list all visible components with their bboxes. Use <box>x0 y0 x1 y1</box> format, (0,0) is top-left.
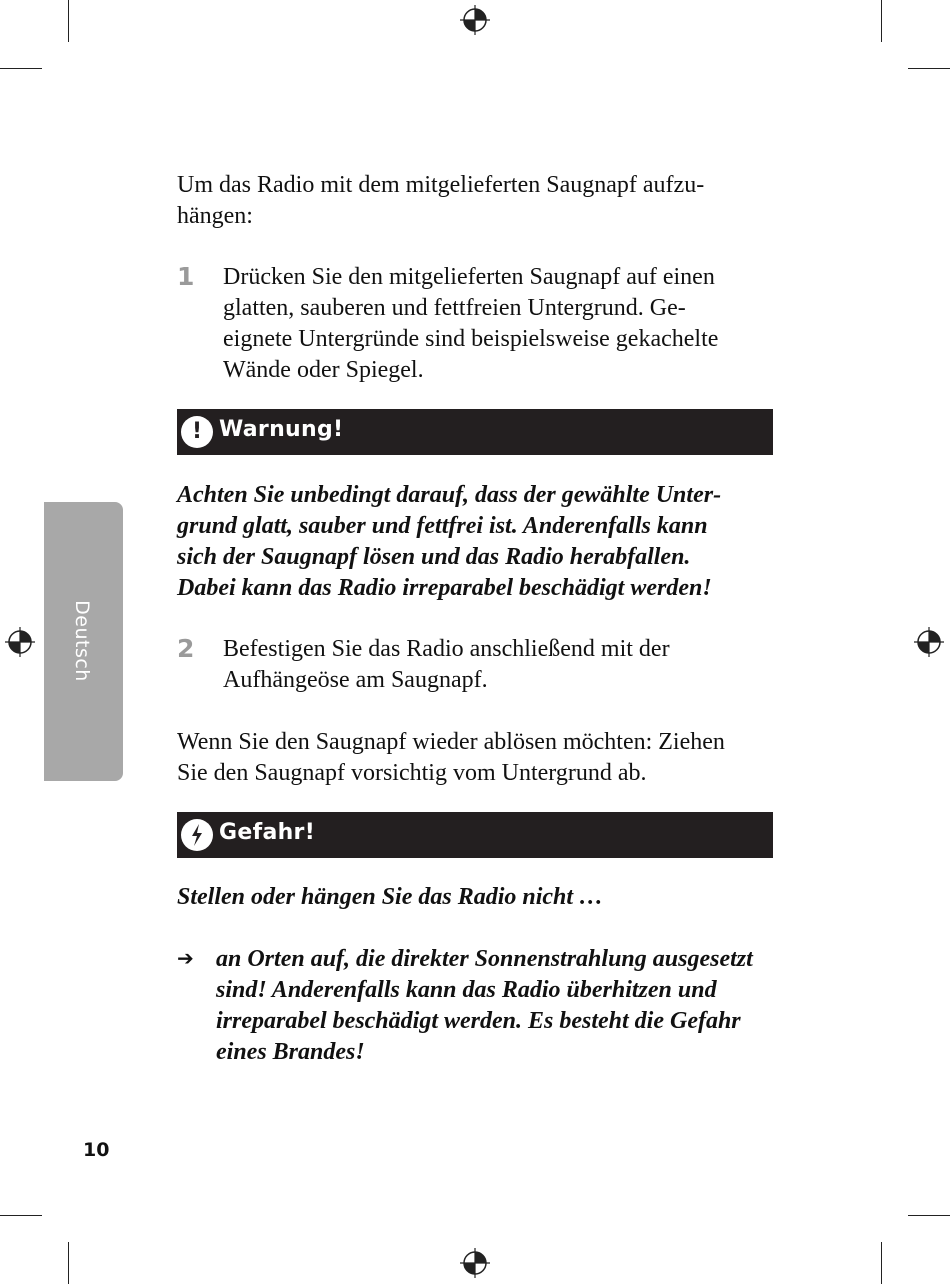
intro-paragraph: Um das Radio mit dem mitgelieferten Saugnapf aufzu- hängen: <box>177 172 705 229</box>
crop-mark <box>881 0 882 42</box>
lightning-icon <box>181 819 213 851</box>
crop-mark <box>0 1215 42 1216</box>
crop-mark <box>881 1242 882 1284</box>
danger-title: Gefahr! <box>219 820 316 845</box>
crop-mark <box>68 0 69 42</box>
danger-intro: Stellen oder hängen Sie das Radio nicht … <box>177 884 604 910</box>
step-number: 1 <box>177 262 195 291</box>
registration-mark-icon <box>460 1248 490 1278</box>
registration-mark-icon <box>5 627 35 657</box>
crop-mark <box>0 68 42 69</box>
crop-mark <box>908 1215 950 1216</box>
remove-paragraph: Wenn Sie den Saugnapf wieder ablösen möchten: Ziehen Sie den Saugnapf vorsichtig vom Untergrund ab. <box>177 729 725 786</box>
crop-mark <box>908 68 950 69</box>
step-number: 2 <box>177 634 195 663</box>
exclamation-icon: ! <box>181 416 213 448</box>
danger-banner <box>177 812 773 858</box>
step-text: Befestigen Sie das Radio anschließend mit der Aufhängeöse am Saugnapf. <box>223 636 670 693</box>
warning-title: Warnung! <box>219 417 344 442</box>
lightning-icon <box>181 819 213 851</box>
warning-text: Achten Sie unbedingt darauf, dass der gewählte Unter- grund glatt, sauber und fettfrei ist. Anderenfalls kann sich der Saugnapf lösen und das Radio herabfallen. Dabei kann das Radio irreparabel beschädigt werden! <box>177 482 722 601</box>
language-tab-label: Deutsch <box>71 600 93 682</box>
warning-banner <box>177 409 773 455</box>
danger-bullet-text: an Orten auf, die direkter Sonnenstrahlung ausgesetzt sind! Anderenfalls kann das Radio überhitzen und irreparabel beschädigt werden. Es besteht die Gefahr eines Brandes! <box>216 946 753 1065</box>
registration-mark-icon <box>460 5 490 35</box>
arrow-bullet-icon: ➔ <box>177 946 194 970</box>
step-text: Drücken Sie den mitgelieferten Saugnapf auf einen glatten, sauberen und fettfreien Untergrund. Ge- eignete Untergründe sind beispielsweise gekachelte Wände oder Spiegel. <box>223 264 719 383</box>
registration-mark-icon <box>914 627 944 657</box>
crop-mark <box>68 1242 69 1284</box>
page-number: 10 <box>83 1139 110 1161</box>
